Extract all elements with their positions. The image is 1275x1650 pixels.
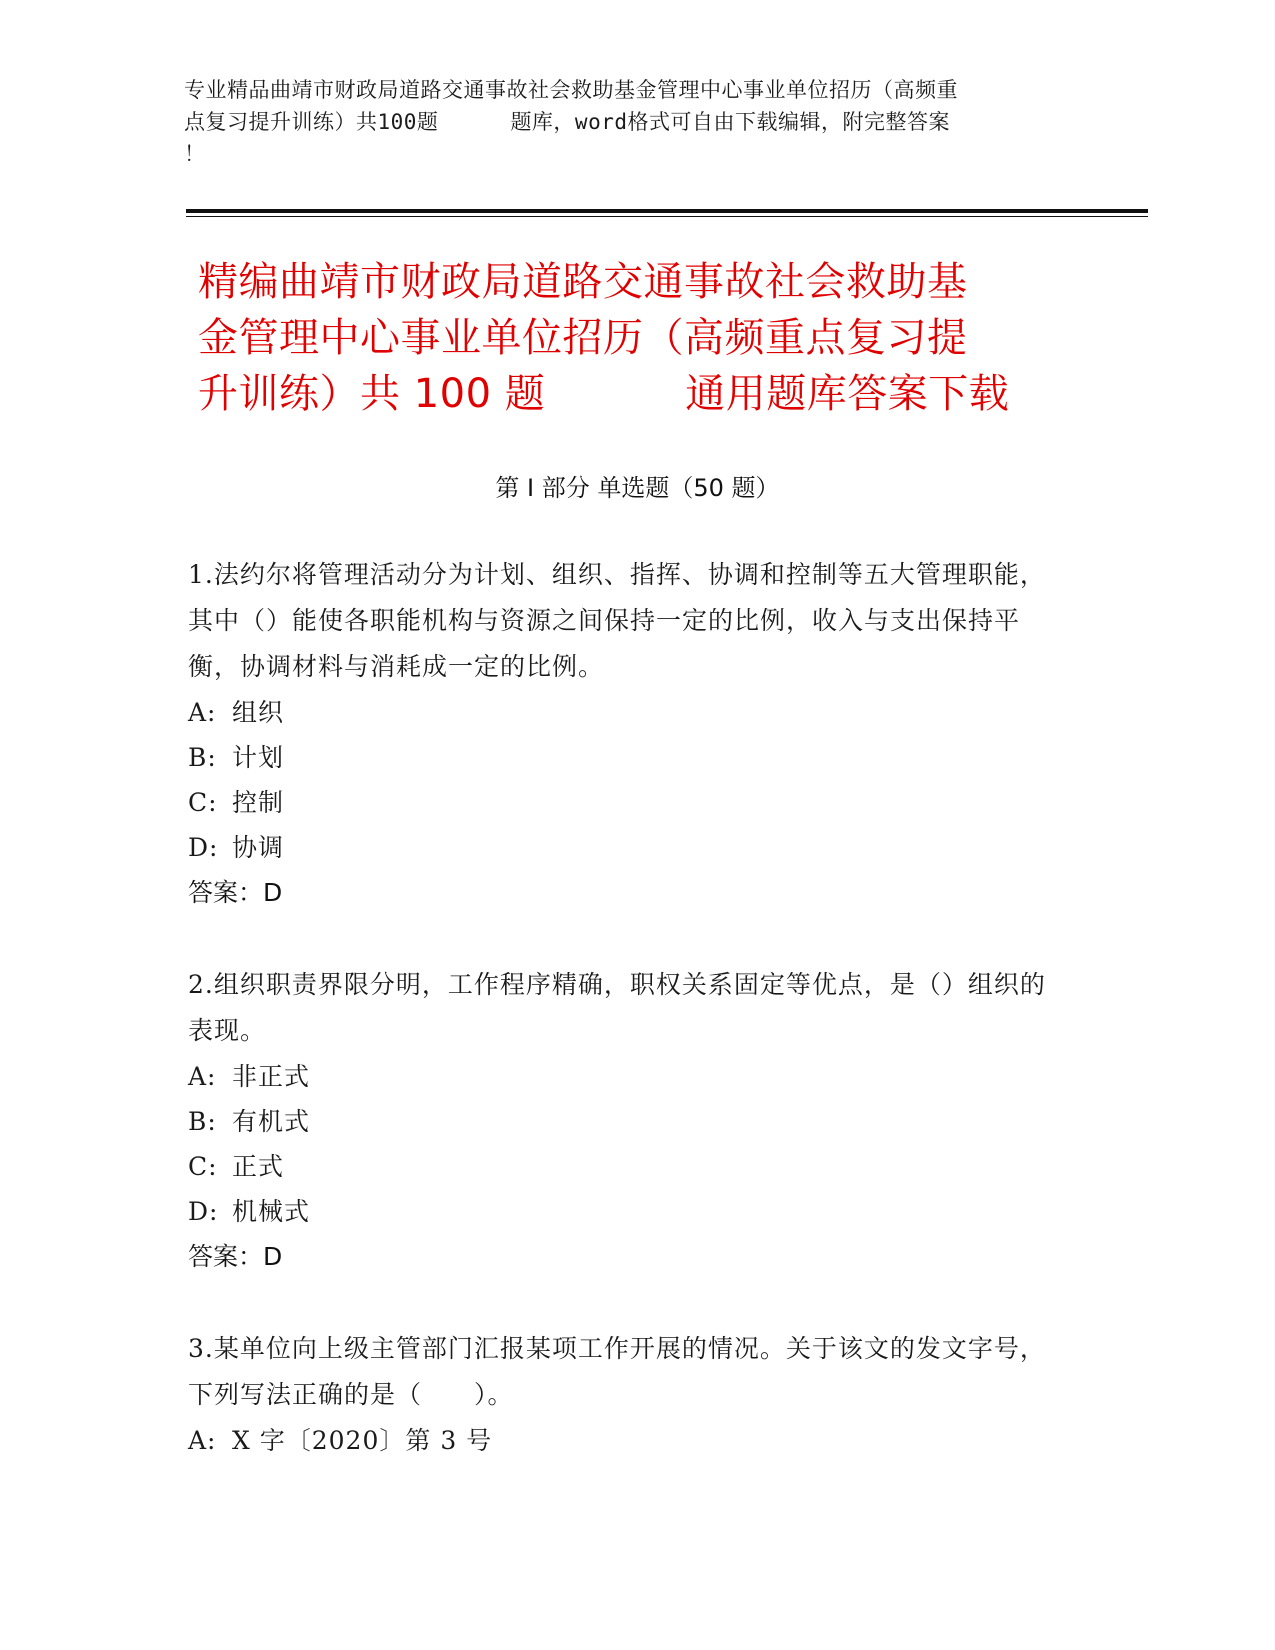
option-b	[188, 1099, 1068, 1144]
question-stem: 1.法约尔将管理活动分为计划、组织、指挥、协调和控制等五大管理职能，其中（）能使各职能机构与资源之间保持一定的比例，收入与支出保持平衡，协调材料与消耗成一定的比例。	[188, 560, 1046, 681]
option-text: 机械式	[232, 1197, 311, 1226]
option-text: 协调	[232, 833, 285, 862]
option-text: 计划	[232, 743, 285, 772]
option-text: X 字〔2020〕第 3 号	[232, 1426, 493, 1455]
title-line-3-part-b: 通用题库答案下载	[685, 371, 1010, 417]
option-a	[188, 1054, 1068, 1099]
option-key: A:	[188, 698, 217, 727]
option-text: 非正式	[232, 1062, 311, 1091]
option-key: A:	[188, 1426, 217, 1455]
header-divider-thick	[186, 209, 1148, 213]
question-2	[188, 962, 1068, 1280]
option-text: 有机式	[232, 1107, 311, 1136]
option-key: B:	[188, 1107, 217, 1136]
option-b	[188, 735, 1068, 780]
question-list	[188, 552, 1068, 1509]
question-stem: 3.某单位向上级主管部门汇报某项工作开展的情况。关于该文的发文字号，下列写法正确的是（ ）。	[188, 1334, 1046, 1409]
title-line-3-part-a: 升训练）共 100 题	[198, 371, 546, 417]
option-d	[188, 1189, 1068, 1234]
option-key: D:	[188, 1197, 219, 1226]
header-line-2-part-a: 点复习提升训练）共100题	[184, 110, 439, 134]
option-c	[188, 1144, 1068, 1189]
option-c	[188, 780, 1068, 825]
question-stem: 2.组织职责界限分明，工作程序精确，职权关系固定等优点，是（）组织的表现。	[188, 970, 1046, 1045]
option-text: 组织	[232, 698, 285, 727]
header-line-1: 专业精品曲靖市财政局道路交通事故社会救助基金管理中心事业单位招历（高频重	[184, 78, 958, 102]
option-key: A:	[188, 1062, 217, 1091]
option-text: 控制	[232, 788, 285, 817]
question-3	[188, 1326, 1068, 1463]
option-a	[188, 1418, 1068, 1463]
answer-line: 答案：D	[188, 1242, 283, 1271]
option-text: 正式	[232, 1152, 285, 1181]
option-a	[188, 690, 1068, 735]
header-note	[184, 74, 1044, 170]
option-key: C:	[188, 1152, 218, 1181]
option-d	[188, 825, 1068, 870]
option-key: C:	[188, 788, 218, 817]
header-line-2	[184, 106, 1044, 138]
option-key: D:	[188, 833, 219, 862]
title-line-1: 精编曲靖市财政局道路交通事故社会救助基	[198, 259, 968, 305]
answer-line: 答案：D	[188, 878, 283, 907]
header-line-3: ！	[184, 142, 206, 166]
title-line-3	[198, 366, 1078, 422]
header-divider-thin	[186, 216, 1148, 217]
option-key: B:	[188, 743, 217, 772]
section-title: 第 I 部分 单选题（50 题）	[495, 474, 780, 502]
document-title	[198, 254, 1078, 422]
header-line-2-part-b: 题库，word格式可自由下载编辑，附完整答案	[510, 110, 951, 134]
question-1	[188, 552, 1068, 916]
title-line-2: 金管理中心事业单位招历（高频重点复习提	[198, 315, 968, 361]
